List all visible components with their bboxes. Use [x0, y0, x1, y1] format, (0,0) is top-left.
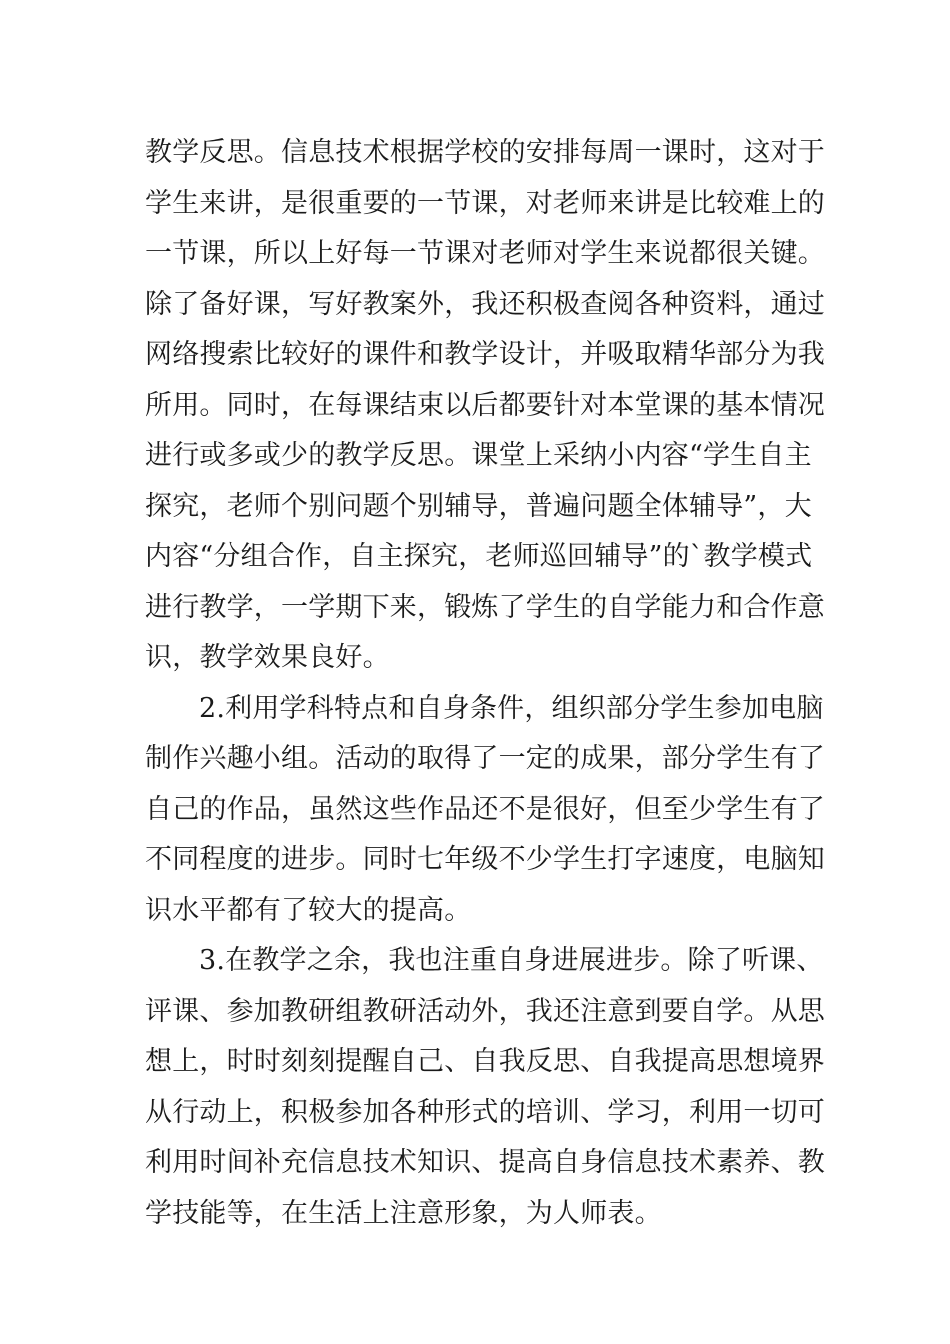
- text-line: 学生来讲，是很重要的一节课，对老师来讲是比较难上的: [145, 187, 825, 219]
- text-line: 进行教学，一学期下来，锻炼了学生的自学能力和合作意: [145, 591, 825, 623]
- text-line: 3.在教学之余，我也注重自身进展进步。除了听课、: [199, 945, 824, 976]
- text-line: 想上，时时刻刻提醒自己、自我反思、自我提高思想境界: [145, 1046, 825, 1077]
- text-line: 识，教学效果良好。: [145, 642, 390, 673]
- text-line: 不同程度的进步。同时七年级不少学生打字速度，电脑知: [145, 844, 825, 875]
- paragraph-teaching-reflection: [145, 128, 825, 684]
- text-line: 2.利用学科特点和自身条件，组织部分学生参加电脑: [199, 692, 824, 724]
- text-line: 评课、参加教研组教研活动外，我还注意到要自学。从思: [145, 995, 825, 1027]
- document-body: [145, 128, 825, 1239]
- text-line: 网络搜索比较好的课件和教学设计，并吸取精华部分为我: [145, 339, 825, 370]
- text-line: 所用。同时，在每课结束以后都要针对本堂课的基本情况: [145, 389, 825, 421]
- text-line: 利用时间补充信息技术知识、提高自身信息技术素养、教: [145, 1147, 825, 1178]
- text-line: 学技能等，在生活上注意形象，为人师表。: [145, 1197, 662, 1229]
- text-line: 教学反思。信息技术根据学校的安排每周一课时，这对于: [145, 137, 825, 168]
- text-line: 识水平都有了较大的提高。: [145, 894, 472, 926]
- text-line: 探究，老师个别问题个别辅导，普遍问题全体辅导”，大: [145, 490, 812, 522]
- text-line: 进行或多或少的教学反思。课堂上采纳小内容“学生自主: [145, 440, 812, 471]
- text-line: 自己的作品，虽然这些作品还不是很好，但至少学生有了: [145, 793, 825, 825]
- text-line: 内容“分组合作，自主探究，老师巡回辅导”的`教学模式: [145, 541, 813, 572]
- text-line: 从行动上，积极参加各种形式的培训、学习，利用一切可: [145, 1096, 825, 1128]
- text-line: 制作兴趣小组。活动的取得了一定的成果，部分学生有了: [145, 743, 825, 774]
- paragraph-item-2: [145, 684, 825, 937]
- text-line: 一节课，所以上好每一节课对老师对学生来说都很关键。: [145, 238, 825, 269]
- paragraph-item-3: [145, 936, 825, 1239]
- text-line: 除了备好课，写好教案外，我还积极查阅各种资料，通过: [145, 288, 825, 320]
